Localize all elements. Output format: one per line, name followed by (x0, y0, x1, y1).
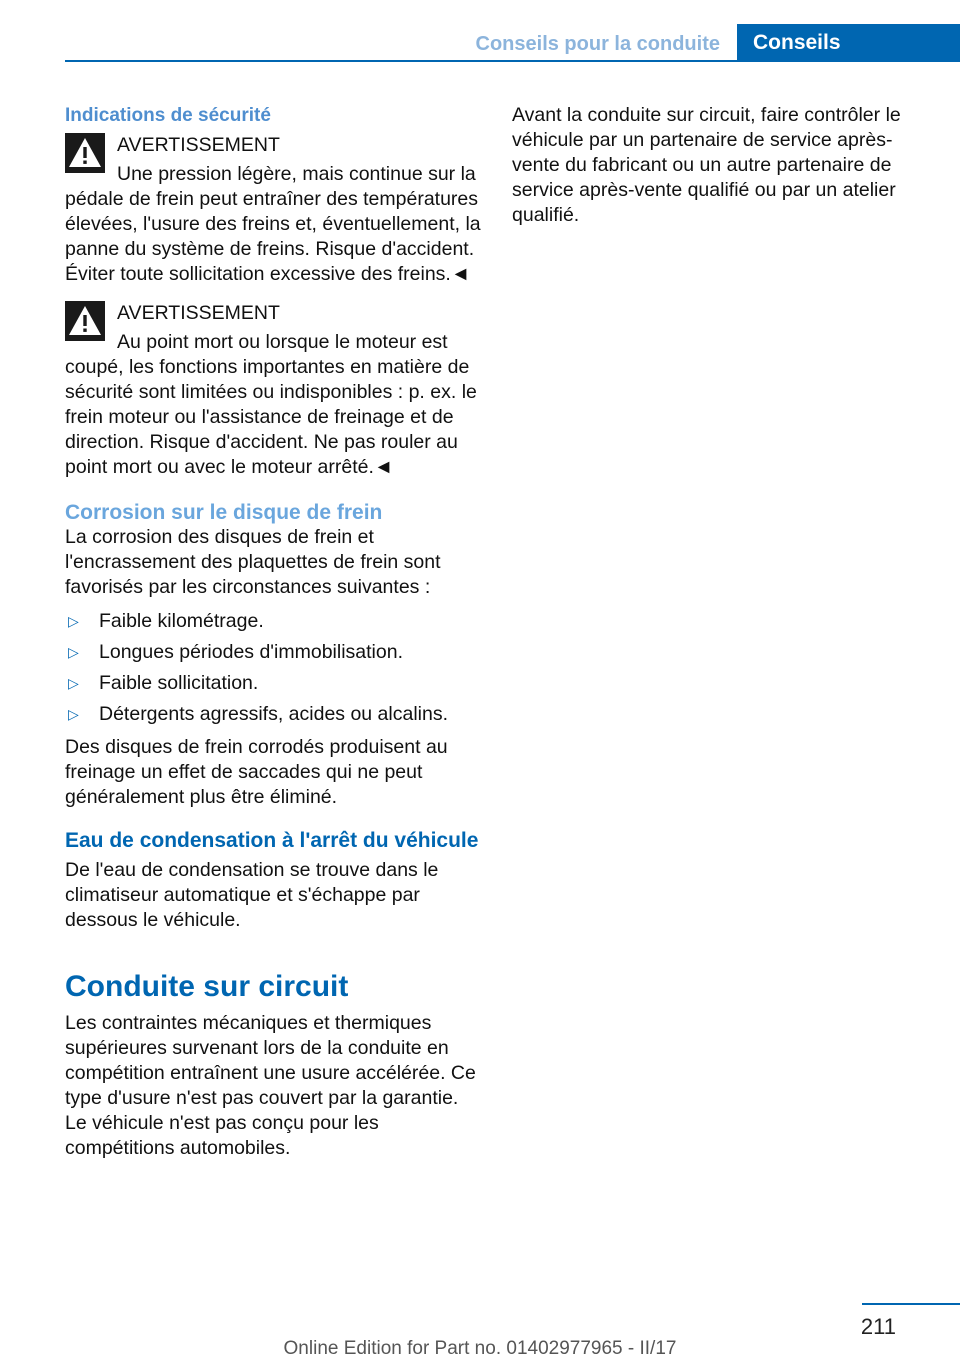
list-item: ▷ Longues périodes d'immobilisation. (68, 641, 403, 663)
page-number: 211 (860, 1314, 896, 1339)
corrosion-list (65, 609, 483, 727)
warning-triangle-icon (65, 301, 105, 341)
warning-block-2 (65, 301, 483, 480)
page-header (0, 0, 960, 64)
warning-text: Au point mort ou lorsque le moteur est coupé, les fonctions importantes en matière de sécurité sont limitées ou indisponibles : p. ex. le frein moteur ou l'assistance de freinage et de direction. Risque d'accident. Ne pas rouler au point mort ou avec le moteur arrêté.◄ (65, 331, 477, 478)
corrosion-outro: Des disques de frein corrodés produisent au freinage un effet de saccades qui ne peut généralement plus être éliminé. (65, 736, 448, 808)
list-item: ▷ Faible kilométrage. (68, 610, 264, 632)
corrosion-intro: La corrosion des disques de frein et l'encrassement des plaquettes de frein sont favorisés par les circonstances suivantes : (65, 526, 441, 598)
circuit-text-continued: Avant la conduite sur circuit, faire contrôler le véhicule par un partenaire de service après-vente du fabricant ou un autre partenaire de service après-vente qualifié ou par un atelier qualifié. (512, 104, 901, 226)
circuit-heading: Conduite sur circuit (65, 970, 349, 1003)
triangle-right-icon: ▷ (68, 644, 79, 660)
triangle-right-icon: ▷ (68, 706, 79, 722)
footer-edition-note: Online Edition for Part no. 01402977965 - II/17 (283, 1338, 677, 1359)
warning-block-1 (65, 133, 483, 287)
triangle-right-icon: ▷ (68, 613, 79, 629)
condensation-heading: Eau de condensation à l'arrêt du véhicule (65, 829, 479, 852)
warning-title: AVERTISSEMENT (117, 134, 280, 156)
list-item: ▷ Détergents agressifs, acides ou alcalins. (68, 703, 449, 725)
warning-title: AVERTISSEMENT (117, 302, 280, 324)
circuit-text: Les contraintes mécaniques et thermiques supérieures survenant lors de la conduite en compétition entraînent une usure accélérée. Ce type d'usure n'est pas couvert par la garantie. Le véhicule n'est pas conçu pour les compétitions automobiles. (65, 1012, 476, 1159)
header-chapter-tab: Conseils (737, 24, 960, 62)
warning-text: Une pression légère, mais continue sur la pédale de frein peut entraîner des températures élevées, l'usure des freins et, éventuellement, la panne du système de freins. Risque d'accident. Éviter toute sollicitation excessive des freins.◄ (65, 163, 481, 285)
corrosion-heading: Corrosion sur le disque de frein (65, 501, 383, 524)
warning-triangle-icon (65, 133, 105, 173)
left-column (65, 103, 483, 1170)
header-rule (65, 60, 960, 62)
footer-rule (862, 1303, 960, 1305)
header-section-title: Conseils pour la conduite (475, 33, 720, 55)
condensation-text: De l'eau de condensation se trouve dans le climatiseur automatique et s'échappe par dessous le véhicule. (65, 859, 439, 931)
safety-heading: Indications de sécurité (65, 105, 271, 126)
list-item: ▷ Faible sollicitation. (68, 672, 259, 694)
triangle-right-icon: ▷ (68, 675, 79, 691)
right-column (512, 103, 912, 237)
